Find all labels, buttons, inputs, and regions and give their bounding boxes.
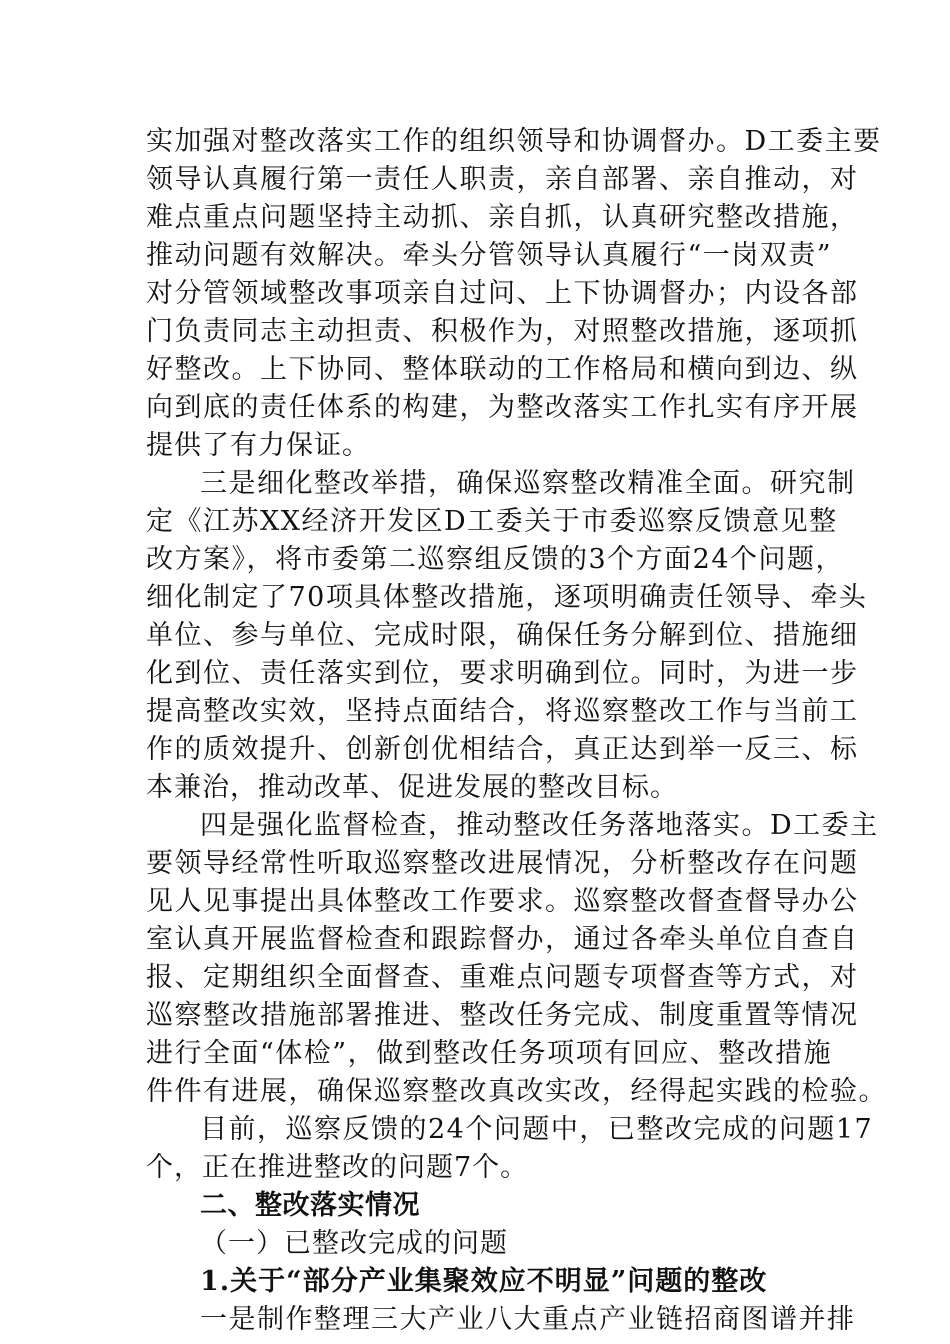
paragraph-first-line: 一是制作整理三大产业八大重点产业链招商图谱并排 [200, 1304, 856, 1335]
body-text-line: 要领导经常性听取巡察整改进展情况，分析整改存在问题 [146, 848, 859, 879]
body-text-line: 细化制定了70项具体整改措施，逐项明确责任领导、牵头 [146, 582, 868, 613]
body-text-line: 实加强对整改落实工作的组织领导和协调督办。D工委主要 [146, 126, 882, 157]
body-text-line: 领导认真履行第一责任人职责，亲自部署、亲自推动，对 [146, 164, 859, 195]
body-text-line: 对分管领域整改事项亲自过问、上下协调督办；内设各部 [146, 278, 859, 309]
body-text-line: 单位、参与单位、完成时限，确保任务分解到位、措施细 [146, 620, 859, 651]
item-heading: 1.关于“部分产业集聚效应不明显”问题的整改 [200, 1266, 768, 1297]
body-text-line: 提高整改实效，坚持点面结合，将巡察整改工作与当前工 [146, 696, 859, 727]
body-text-line: 进行全面“体检”，做到整改任务项项有回应、整改措施 [146, 1038, 833, 1069]
body-text-line: 化到位、责任落实到位，要求明确到位。同时，为进一步 [146, 658, 859, 689]
body-text-line: 门负责同志主动担责、积极作为，对照整改措施，逐项抓 [146, 316, 859, 347]
body-text-line: 见人见事提出具体整改工作要求。巡察整改督查督导办公 [146, 886, 859, 917]
body-text-line: 件件有进展，确保巡察整改真改实改，经得起实践的检验。 [146, 1076, 887, 1107]
body-text-line: 定《江苏XX经济开发区D工委关于市委巡察反馈意见整 [146, 506, 838, 537]
subsection-heading: （一）已整改完成的问题 [200, 1228, 508, 1259]
body-text-line: 作的质效提升、创新创优相结合，真正达到举一反三、标 [146, 734, 859, 765]
body-text-line: 改方案》，将市委第二巡察组反馈的3个方面24个问题， [146, 544, 845, 575]
body-text-line: 报、定期组织全面督查、重难点问题专项督查等方式，对 [146, 962, 859, 993]
paragraph-first-line: 目前，巡察反馈的24个问题中，已整改完成的问题17 [200, 1114, 874, 1145]
body-text-line: 室认真开展监督检查和跟踪督办，通过各牵头单位自查自 [146, 924, 859, 955]
body-text-line: 推动问题有效解决。牵头分管领导认真履行“一岗双责” [146, 240, 833, 271]
body-text-line: 本兼治，推动改革、促进发展的整改目标。 [146, 772, 678, 803]
body-text-line: 好整改。上下协同、整体联动的工作格局和横向到边、纵 [146, 354, 859, 385]
body-text-line: 向到底的责任体系的构建，为整改落实工作扎实有序开展 [146, 392, 859, 423]
body-text-line: 巡察整改措施部署推进、整改任务完成、制度重置等情况 [146, 1000, 859, 1031]
body-text-line: 提供了有力保证。 [146, 430, 370, 461]
paragraph-first-line: 四是强化监督检查，推动整改任务落地落实。D工委主 [200, 810, 879, 841]
section-heading: 二、整改落实情况 [200, 1190, 420, 1221]
body-text-line: 个，正在推进整改的问题7个。 [146, 1152, 529, 1183]
paragraph-first-line: 三是细化整改举措，确保巡察整改精准全面。研究制 [200, 468, 856, 499]
body-text-line: 难点重点问题坚持主动抓、亲自抓，认真研究整改措施， [146, 202, 859, 233]
